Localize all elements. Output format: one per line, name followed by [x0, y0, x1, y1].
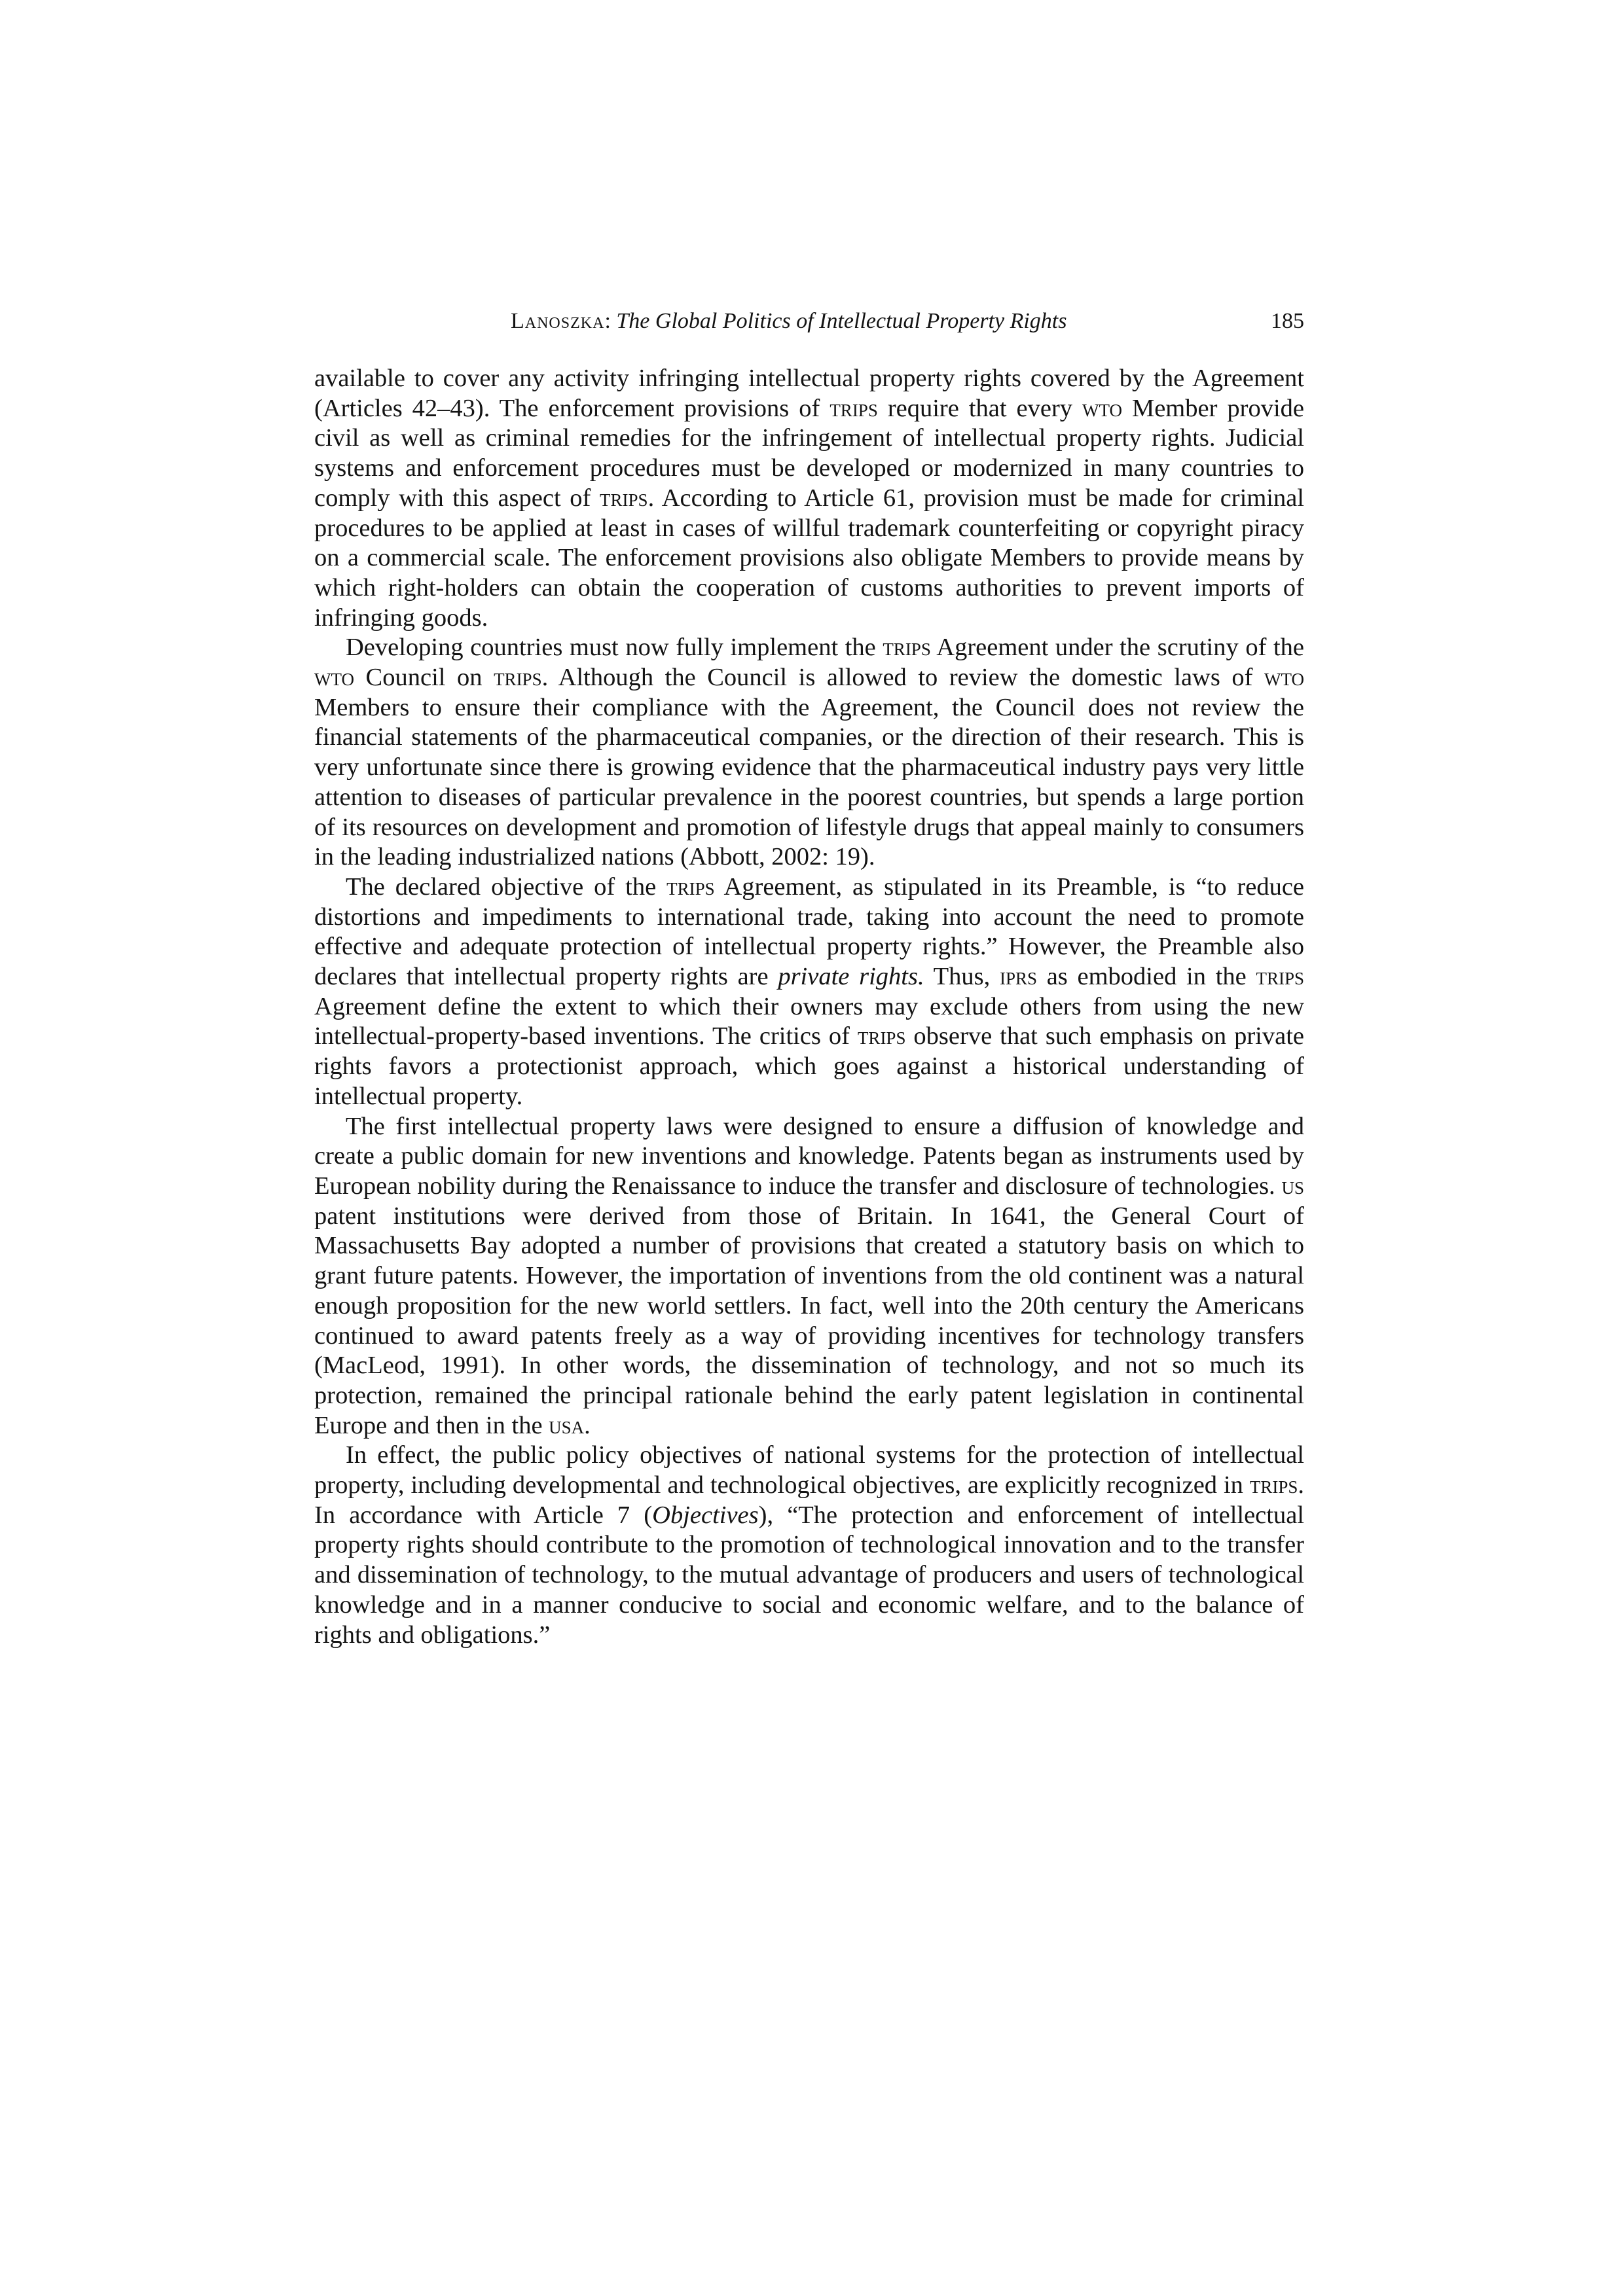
acronym: wto [1082, 394, 1122, 422]
text-run: Member provide civil as well as criminal remedies for the infringement of intellectual property rights. Judicial systems and enforcement procedures must be developed or modernized in many countries to comply with this aspect of [314, 394, 1304, 512]
text-run: patent institutions were derived from those of Britain. In 1641, the General Court of Massachusetts Bay adopted a number of provisions that created a statutory basis on which to grant future patents. However, the importation of inventions from the old continent was a natural enough proposition for the new world settlers. In fact, well into the 20th century the Americans continued to award patents freely as a way of providing incentives for technology transfers (MacLeod, 1991). In other words, the dissemination of technology, and not so much its protection, remained the principal rationale behind the early patent legislation in continental Europe and then in the [314, 1202, 1304, 1439]
text-run: require that every [877, 394, 1082, 422]
text-run: . According to Article 61, provision must be made for criminal procedures to be applied at least in cases of willful trademark counterfeiting or copyright piracy on a commercial scale. The enforcement provisions also obligate Members to provide means by which right-holders can obtain the cooperation of customs authorities to prevent imports of infringing goods. [314, 484, 1305, 632]
text-run: observe that such emphasis on private rights favors a protectionist approach, which goes against a historical understanding of intellectual property. [314, 1022, 1304, 1110]
page-number: 185 [1271, 309, 1304, 333]
acronym: wto [1264, 664, 1304, 692]
text-run: Developing countries must now fully implement the [346, 634, 883, 662]
acronym: trips [1249, 1471, 1298, 1499]
acronym: usa [549, 1411, 585, 1439]
running-head [314, 305, 1304, 338]
text-run: Council on [354, 664, 494, 692]
paragraph-1 [314, 364, 1304, 633]
paragraph-2 [314, 633, 1304, 872]
text-run: . Although the Council is allowed to review the domestic laws of [541, 664, 1264, 692]
acronym: trips [666, 872, 715, 901]
acronym: us [1281, 1172, 1304, 1200]
text-run: The declared objective of the [346, 872, 667, 901]
text-run: Agreement, as stipulated in its Preamble, is “to reduce distortions and impediments to international trade, taking into account the need to promote effective and adequate protection of intellectual property rights.” However, the Preamble also declares that intellectual property rights are [314, 872, 1305, 991]
text-run: ), “The protection and enforcement of intellectual property rights should contribute to the promotion of technological innovation and to the transfer and dissemination of technology, to the mutual advantage of producers and users of technological knowledge and in a manner conducive to social and economic welfare, and to the balance of rights and obligations.” [314, 1501, 1304, 1649]
acronym: trips [1256, 963, 1304, 991]
acronym: trips [830, 394, 878, 422]
text-run: Agreement define the extent to which their owners may exclude others from using the new intellectual-property-based inventions. The critics of [314, 992, 1304, 1050]
running-head-separator: : [604, 309, 617, 333]
text-run: as embodied in the [1037, 963, 1256, 991]
body-text [314, 364, 1304, 1650]
acronym: trips [494, 664, 542, 692]
text-run: Members to ensure their compliance with the Agreement, the Council does not review the financial statements of the pharmaceutical companies, or the direction of their research. This is very unfortunate since there is growing evidence that the pharmaceutical industry pays very little attention to diseases of particular prevalence in the poorest countries, but spends a large portion of its resources on development and promotion of lifestyle drugs that appeal mainly to consumers in the leading industrialized nations (Abbott, 2002: 19). [314, 693, 1304, 871]
paragraph-3 [314, 872, 1304, 1112]
paragraph-5 [314, 1441, 1304, 1650]
text-run: The first intellectual property laws were designed to ensure a diffusion of knowledge and create a public domain for new inventions and knowledge. Patents began as instruments used by European nobility during the Renaissance to induce the transfer and disclosure of technologies. [314, 1112, 1304, 1200]
acronym: iprs [999, 963, 1037, 991]
running-head-author: Lanoszka [511, 309, 605, 333]
text-run: . [584, 1411, 591, 1439]
acronym: trips [600, 484, 648, 512]
text-run: available to cover any activity infringing intellectual property rights covered by the Agreement (Articles 42–43). The enforcement provisions of [314, 365, 1304, 422]
emphasis: private rights. [778, 963, 924, 991]
running-head-citation [511, 305, 1067, 338]
emphasis: Objectives [652, 1501, 759, 1529]
acronym: trips [857, 1022, 906, 1050]
text-run: . In accordance with Article 7 ( [314, 1471, 1304, 1529]
text-run: In effect, the public policy objectives of national systems for the protection of intellectual property, including developmental and technological objectives, are explicitly recognized in [314, 1441, 1304, 1499]
acronym: trips [883, 634, 931, 662]
acronym: wto [314, 664, 354, 692]
running-head-title: The Global Politics of Intellectual Property Rights [616, 309, 1067, 333]
paragraph-4 [314, 1112, 1304, 1441]
text-run: Thus, [924, 963, 1000, 991]
text-run: Agreement under the scrutiny of the [930, 634, 1304, 662]
